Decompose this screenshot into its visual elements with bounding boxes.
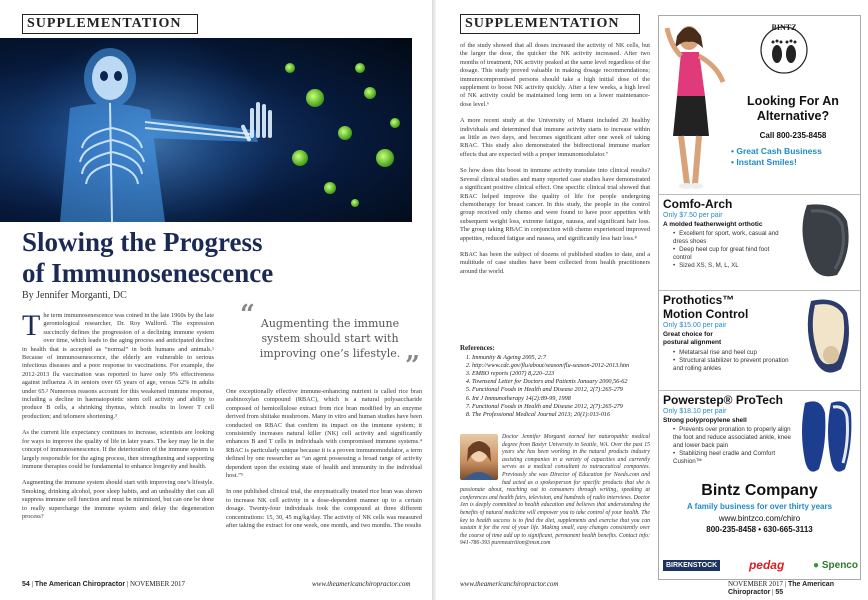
left-footer-url: www.theamericanchiropractor.com	[312, 580, 411, 588]
section-tag-right: SUPPLEMENTATION	[460, 14, 640, 34]
column-2: One exceptionally effective immune-enhancing nutrient is called rice bran arabinoxylan compound (RBAC), which is a natural polysaccharide composed of hemicellulose extract from rice bran modified by an enzyme derived from shiitake mushroom. Many in vitro and human studies have been conducted on RBAC that confirm its impact on the immune system; it consistently increases natural killer (NK) cell activity and significantly enhances B and T cells in individuals with compromised immune systems.⁴ RBAC is particularly unique because it is a proven immunomodulator, a term defined by one researcher as “an agent possessing a broad range of activity dependent upon the existing state of health and immunity in the individual host.”⁵ In one published clinical trial, the enzymatically treated rice bran was shown to increase NK cell activity in a dose-dependent manner up to a certain dosage. Twenty-four individuals took the compound at three different concentrations: 15, 30, 45 mg/kg/day. The activity of NK cells was measured after taking the extract for one week, one month, and two months. The results	[226, 388, 422, 530]
company-name: Bintz Company	[701, 482, 818, 499]
reference-item: 5. Functional Foods in Health and Disease 2012, 2(7):265-279	[472, 386, 650, 394]
author-bio: Doctor Jennifer Morganti earned her naturopathic medical degree from Bastyr University in Seattle, WA. Over the past 15 years she has been working in the natural products industry assisting companies in a variety of capacities and currently serves as a medical consultant to nutraceutical companies. Previously she was Director of Education for Needs.com and had acted as a spokesperson for specific products that she is passionate about, reaching out to consumers through writing, speaking at conferences and health fairs, television, and hundreds of radio interviews. Doctor Jen is deeply committed to health education and believes that understanding the benefits of natural medicine will empower you to take control of your health. The key to health success is to find the diet, supplements and exercise that you can sustain it for the rest of your life. Making small, easy changes consistently over the course of time add up to significant, permanent health benefits. Contact info: 941-786-393 pureneutrition@msn.com	[460, 434, 650, 547]
birkenstock-logo: BIRKENSTOCK	[663, 560, 720, 571]
right-footer-url: www.theamericanchiropractor.com	[460, 580, 559, 588]
company-phones: 800-235-8458 • 630-665-3113	[706, 525, 813, 534]
reference-item: 3. EMBO reports (2007) 8,220–223	[472, 370, 650, 378]
company-block	[659, 478, 860, 534]
ad-header	[659, 16, 860, 194]
page-gutter	[432, 0, 436, 600]
woman-illustration	[661, 16, 731, 194]
column-3: of the study showed that all doses increased the activity of NK cells, but the larger the dose, the quicker the NK activity increased. After two months of treatment, NK activity peaked at the same level regardless of the dosage. This study proved valuable in making dosage recommendations; immunocompromised persons should take a high initial dose of the supplement to boost NK activity quickly. After a few weeks, a high level of NK activity could be maintained long term on a lower maintenance-dose level.⁶ A more recent study at the University of Miami included 20 healthy individuals and determined that immune activity starts to increase within as little as two days, and becomes significant after one week of taking RBAC. This study also demonstrated the bidirectional immune marker effects that are expected with a proper immunomodulator.⁷ So how does this boost in immune activity translate into clinical results? Several clinical studies and many reported case studies have demonstrated a significant positive clinical effect. One specific clinical trial showed that RBAC helped improve the quality of life for people undergoing chemotherapy for breast cancer. In this study, the people in the control group received only chemo and were found to have poor appetites with subsequent weight loss, extreme fatigue, nausea, and significant hair loss. The group taking RBAC in conjunction with chemo experienced improved appetites, reduced fatigue and nausea, and significantly less hair loss.⁸ RBAC has been the subject of dozens of published studies to date, and a multitude of case studies have been collected from health practitioners around the world.	[460, 42, 650, 275]
ad-headline: Looking For An Alternative?	[747, 94, 839, 123]
byline: By Jennifer Morganti, DC	[22, 290, 127, 301]
reference-item: 7. Functional Foods in Health and Disease 2012, 2(7):265-279	[472, 403, 650, 411]
drop-cap: T	[22, 309, 41, 342]
powerstep-insole-image	[795, 397, 857, 477]
references: References: 1. Immunity & Ageing 2005, 2:7 2. http://www.cdc.gov/flu/about/season/flu-season-2012-2013.htm 3. EMBO reports (2007) 8,220–223 4. Townsend Letter for Doctors and Patients January 2000,56-62 5. Functional Foods in Health and Disease 2012, 2(7):265-279 6. Int J Immunotherapy 14(2):89-99, 1998 7. Functional Foods in Health and Disease 2012, 2(7):265-279 8. The Professional Medical Journal 2013; 20(1):013-016	[460, 344, 650, 419]
reference-item: 8. The Professional Medical Journal 2013; 20(1):013-016	[472, 411, 650, 419]
bintz-logo-text: BINTZ	[771, 23, 797, 32]
reference-item: 2. http://www.cdc.gov/flu/about/season/flu-season-2012-2013.htm	[472, 362, 650, 370]
left-page	[0, 0, 432, 600]
close-quote-icon: ”	[405, 351, 420, 381]
product-prothotics: Prothotics™ Motion Control Only $15.00 per pair Great choice for postural alignment • Metatarsal rise and heel cup • Structural stabilizer to prevent pronation and rolling ankles	[659, 290, 860, 390]
hero-image	[0, 38, 412, 222]
brand-logos	[663, 556, 858, 574]
product-powerstep: Powerstep® ProTech Only $18.10 per pair Strong polypropylene shell • Prevents over pronation to properly align the foot and reduce associated ankle, knee and lower back pain • Stabilizing heel cradle and Comfort Cushion™	[659, 390, 860, 478]
virus-cluster	[285, 63, 400, 207]
ad-bullets: • Great Cash Business • Instant Smiles!	[731, 146, 822, 167]
comfo-arch-insole-image	[787, 201, 857, 281]
prothotics-insole-image	[797, 295, 857, 379]
left-footer: 54 | The American Chiropractor | NOVEMBER 2017	[22, 580, 186, 588]
bintz-logo	[759, 18, 809, 82]
skeleton-virus-illustration	[0, 38, 412, 222]
ad-phone: Call 800-235-8458	[759, 131, 827, 140]
pedag-logo: pedag	[748, 558, 785, 572]
product-comfo-arch: Comfo-Arch Only $7.50 per pair A molded featherweight orthotic • Excellent for sport, work, casual and dress shoes • Deep heel cup for great hind foot control • Sized XS, S, M, L, XL	[659, 194, 860, 290]
right-footer: NOVEMBER 2017 | The American Chiropractor | 55	[728, 580, 834, 596]
column-1: The term immunosenescence was coined in the late 1960s by the late gerontological researcher, Dr. Roy Walford. The expression succinctly defines the progression of a declining immune system over time, which leads to the aging process and anticipated decline in health that is accepted as “normal” in both humans and animals.¹ Because of immunosenescence, the elderly are vulnerable to serious infectious diseases and a poor response to vaccinations. For example, the 2012-2013 flu vaccination was reported to have only 9% effectiveness against influenza A in seniors over 65 years of age, versus 52% in adults under 65.² Numerous reasons account for this weakened immune response, including a decline in haematopoietic stem cell activity and ability to produce B cells, a shrinking thymus, which results in lower T cell production; and telomere shortening.³ As the current life expectancy continues to increase, scientists are looking for ways to improve the quality of life in later years. The key may lie in the concept of immunosenescence. If the deterioration of the immune system is largely responsible for the aging process, then strengthening and supporting immune therapies could be fundamental to enhance longevity and health. Augmenting the immune system should start with improving one’s lifestyle. Smoking, drinking alcohol, poor sleep habits, and an unhealthy diet can all suppress immune cell function and must be minimized, but can one be done to really supercharge the immune system and delay the degeneration process?	[22, 309, 214, 520]
article-title: Slowing the Progress of Immunosenescence	[22, 227, 274, 288]
pull-quote: “ Augmenting the immune system should start with improving one’s lifestyle. ”	[240, 300, 420, 381]
reference-item: 6. Int J Immunotherapy 14(2):89-99, 1998	[472, 395, 650, 403]
reference-item: 4. Townsend Letter for Doctors and Patients January 2000,56-62	[472, 378, 650, 386]
reference-item: 1. Immunity & Ageing 2005, 2:7	[472, 354, 650, 362]
company-website: www.bintzco.com/chiro	[718, 514, 801, 523]
open-quote-icon: “	[240, 300, 255, 330]
bintz-advertisement	[658, 15, 861, 580]
spenco-logo: ● Spenco	[813, 559, 858, 571]
company-tagline: A family business for over thirty years	[686, 502, 833, 511]
author-photo	[460, 434, 498, 480]
section-tag: SUPPLEMENTATION	[22, 14, 198, 34]
